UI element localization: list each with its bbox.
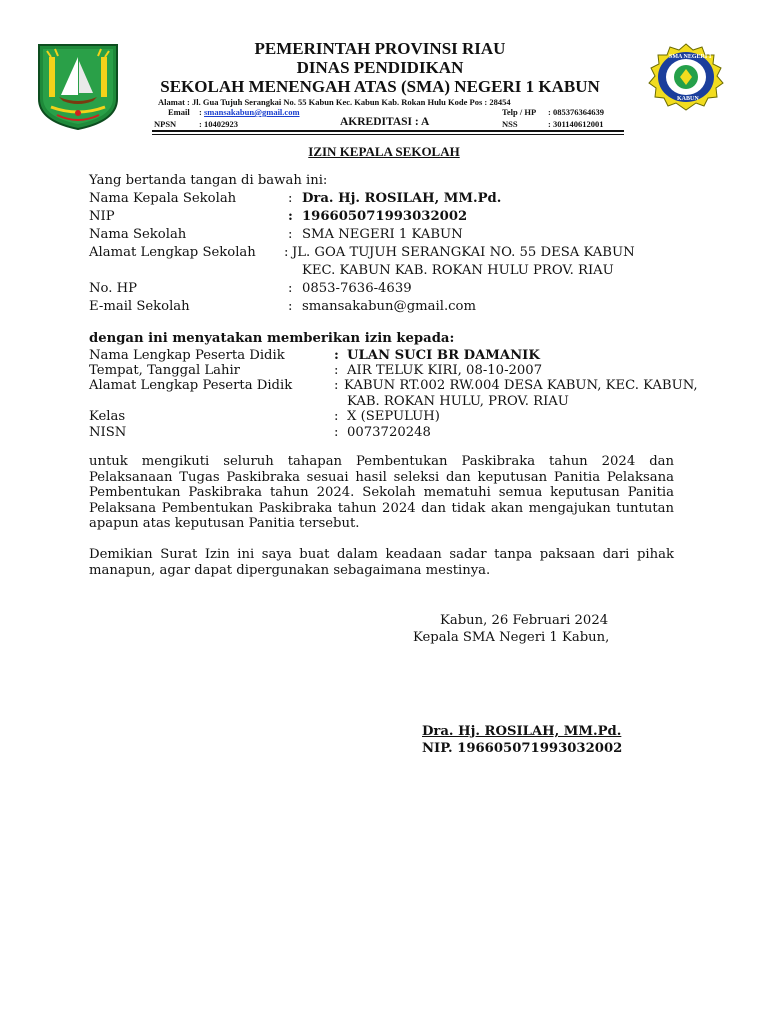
principal-name-label: Nama Kepala Sekolah (89, 191, 237, 206)
letterhead-address: Alamat : Jl. Gua Tujuh Serangkai No. 55 Kabun Kec. Kabun Kab. Rokan Hulu Kode Pos : 28454 (158, 97, 511, 107)
letterhead-line2: DINAS PENDIDIKAN (296, 58, 464, 77)
place-date: Kabun, 26 Februari 2024 (440, 613, 609, 628)
hp-value: 0853-7636-4639 (302, 281, 412, 296)
nss-value: : 301140612001 (548, 119, 604, 129)
school-name-value: SMA NEGERI 1 KABUN (302, 227, 463, 242)
student-class-colon: : (334, 409, 339, 424)
principal-nip-value: 196605071993032002 (302, 209, 468, 224)
student-birth-value: AIR TELUK KIRI, 08-10-2007 (347, 363, 543, 378)
student-class-value: X (SEPULUH) (347, 409, 440, 424)
student-nisn-label: NISN (89, 425, 127, 440)
student-nisn-value: 0073720248 (347, 425, 431, 440)
akreditasi: AKREDITASI : A (340, 116, 430, 128)
principal-name-colon: : (288, 191, 293, 206)
student-birth-colon: : (334, 363, 339, 378)
document-title: IZIN KEPALA SEKOLAH (308, 144, 460, 159)
student-address-line2: KAB. ROKAN HULU, PROV. RIAU (347, 394, 569, 409)
signer-name: Dra. Hj. ROSILAH, MM.Pd. (422, 724, 622, 739)
email-label: Email (168, 107, 190, 117)
signer-nip: NIP. 196605071993032002 (422, 741, 623, 756)
school-address-colon: : (284, 245, 289, 260)
header-divider-thin (152, 134, 624, 135)
school-email-colon: : (288, 299, 293, 314)
header-divider-thick (152, 130, 624, 132)
hp-colon: : (288, 281, 293, 296)
principal-nip-label: NIP (89, 209, 115, 224)
npsn-label: NPSN (154, 119, 177, 129)
school-name-colon: : (288, 227, 293, 242)
closing-paragraph: Demikian Surat Izin ini saya buat dalam keadaan sadar tanpa paksaan dari pihak manapun, agar dapat dipergunakan sebagaimana mestinya. (89, 547, 674, 578)
nss-label: NSS (502, 119, 518, 129)
email-link[interactable]: smansakabun@gmail.com (204, 107, 300, 117)
student-name-colon: : (334, 348, 339, 363)
student-name-value: ULAN SUCI BR DAMANIK (347, 348, 540, 363)
student-address-line1: KABUN RT.002 RW.004 DESA KABUN, KEC. KABUN, (344, 378, 698, 393)
school-address-line1: JL. GOA TUJUH SERANGKAI NO. 55 DESA KABUN (292, 245, 635, 260)
student-name-label: Nama Lengkap Peserta Didik (89, 348, 285, 363)
principal-name-value: Dra. Hj. ROSILAH, MM.Pd. (302, 191, 502, 206)
school-name-label: Nama Sekolah (89, 227, 187, 242)
student-birth-label: Tempat, Tanggal Lahir (89, 363, 240, 378)
signer-position: Kepala SMA Negeri 1 Kabun, (413, 630, 610, 645)
school-email-label: E-mail Sekolah (89, 299, 190, 314)
school-emblem-logo (641, 42, 731, 114)
school-logo-bottom-text: KABUN (677, 96, 699, 102)
riau-emblem-logo (37, 43, 119, 131)
statement-paragraph: untuk mengikuti seluruh tahapan Pembentukan Paskibraka tahun 2024 dan Pelaksanaan Tugas Paskibraka sesuai hasil seleksi dan keputusan Panitia Pelaksana Pembentukan Paskibraka tahun 2024. Sekolah mematuhi semua keputusan Panitia Pelaksana Pembentukan Paskibraka tahun 2024 dan tidak akan mengajukan tuntutan apapun atas keputusan Panitia tersebut. (89, 454, 674, 531)
school-address-label: Alamat Lengkap Sekolah (89, 245, 256, 260)
student-address-colon: : (334, 378, 339, 393)
principal-nip-colon: : (288, 209, 293, 224)
email-separator: : (199, 107, 202, 117)
permission-intro: dengan ini menyatakan memberikan izin kepada: (89, 331, 455, 346)
hp-label: No. HP (89, 281, 138, 296)
student-class-label: Kelas (89, 409, 126, 424)
npsn-value: : 10402923 (199, 119, 238, 129)
letterhead-line3: SEKOLAH MENENGAH ATAS (SMA) NEGERI 1 KABUN (160, 77, 600, 96)
student-address-label: Alamat Lengkap Peserta Didik (89, 378, 293, 393)
letterhead-line1: PEMERINTAH PROVINSI RIAU (254, 39, 506, 58)
school-logo-top-text: SMA NEGERI 1 (669, 54, 712, 60)
student-nisn-colon: : (334, 425, 339, 440)
intro-text: Yang bertanda tangan di bawah ini: (89, 173, 328, 188)
school-email-value: smansakabun@gmail.com (302, 299, 476, 314)
telp-label: Telp / HP (502, 107, 537, 117)
school-address-line2: KEC. KABUN KAB. ROKAN HULU PROV. RIAU (302, 263, 614, 278)
telp-value: : 085376364639 (548, 107, 604, 117)
